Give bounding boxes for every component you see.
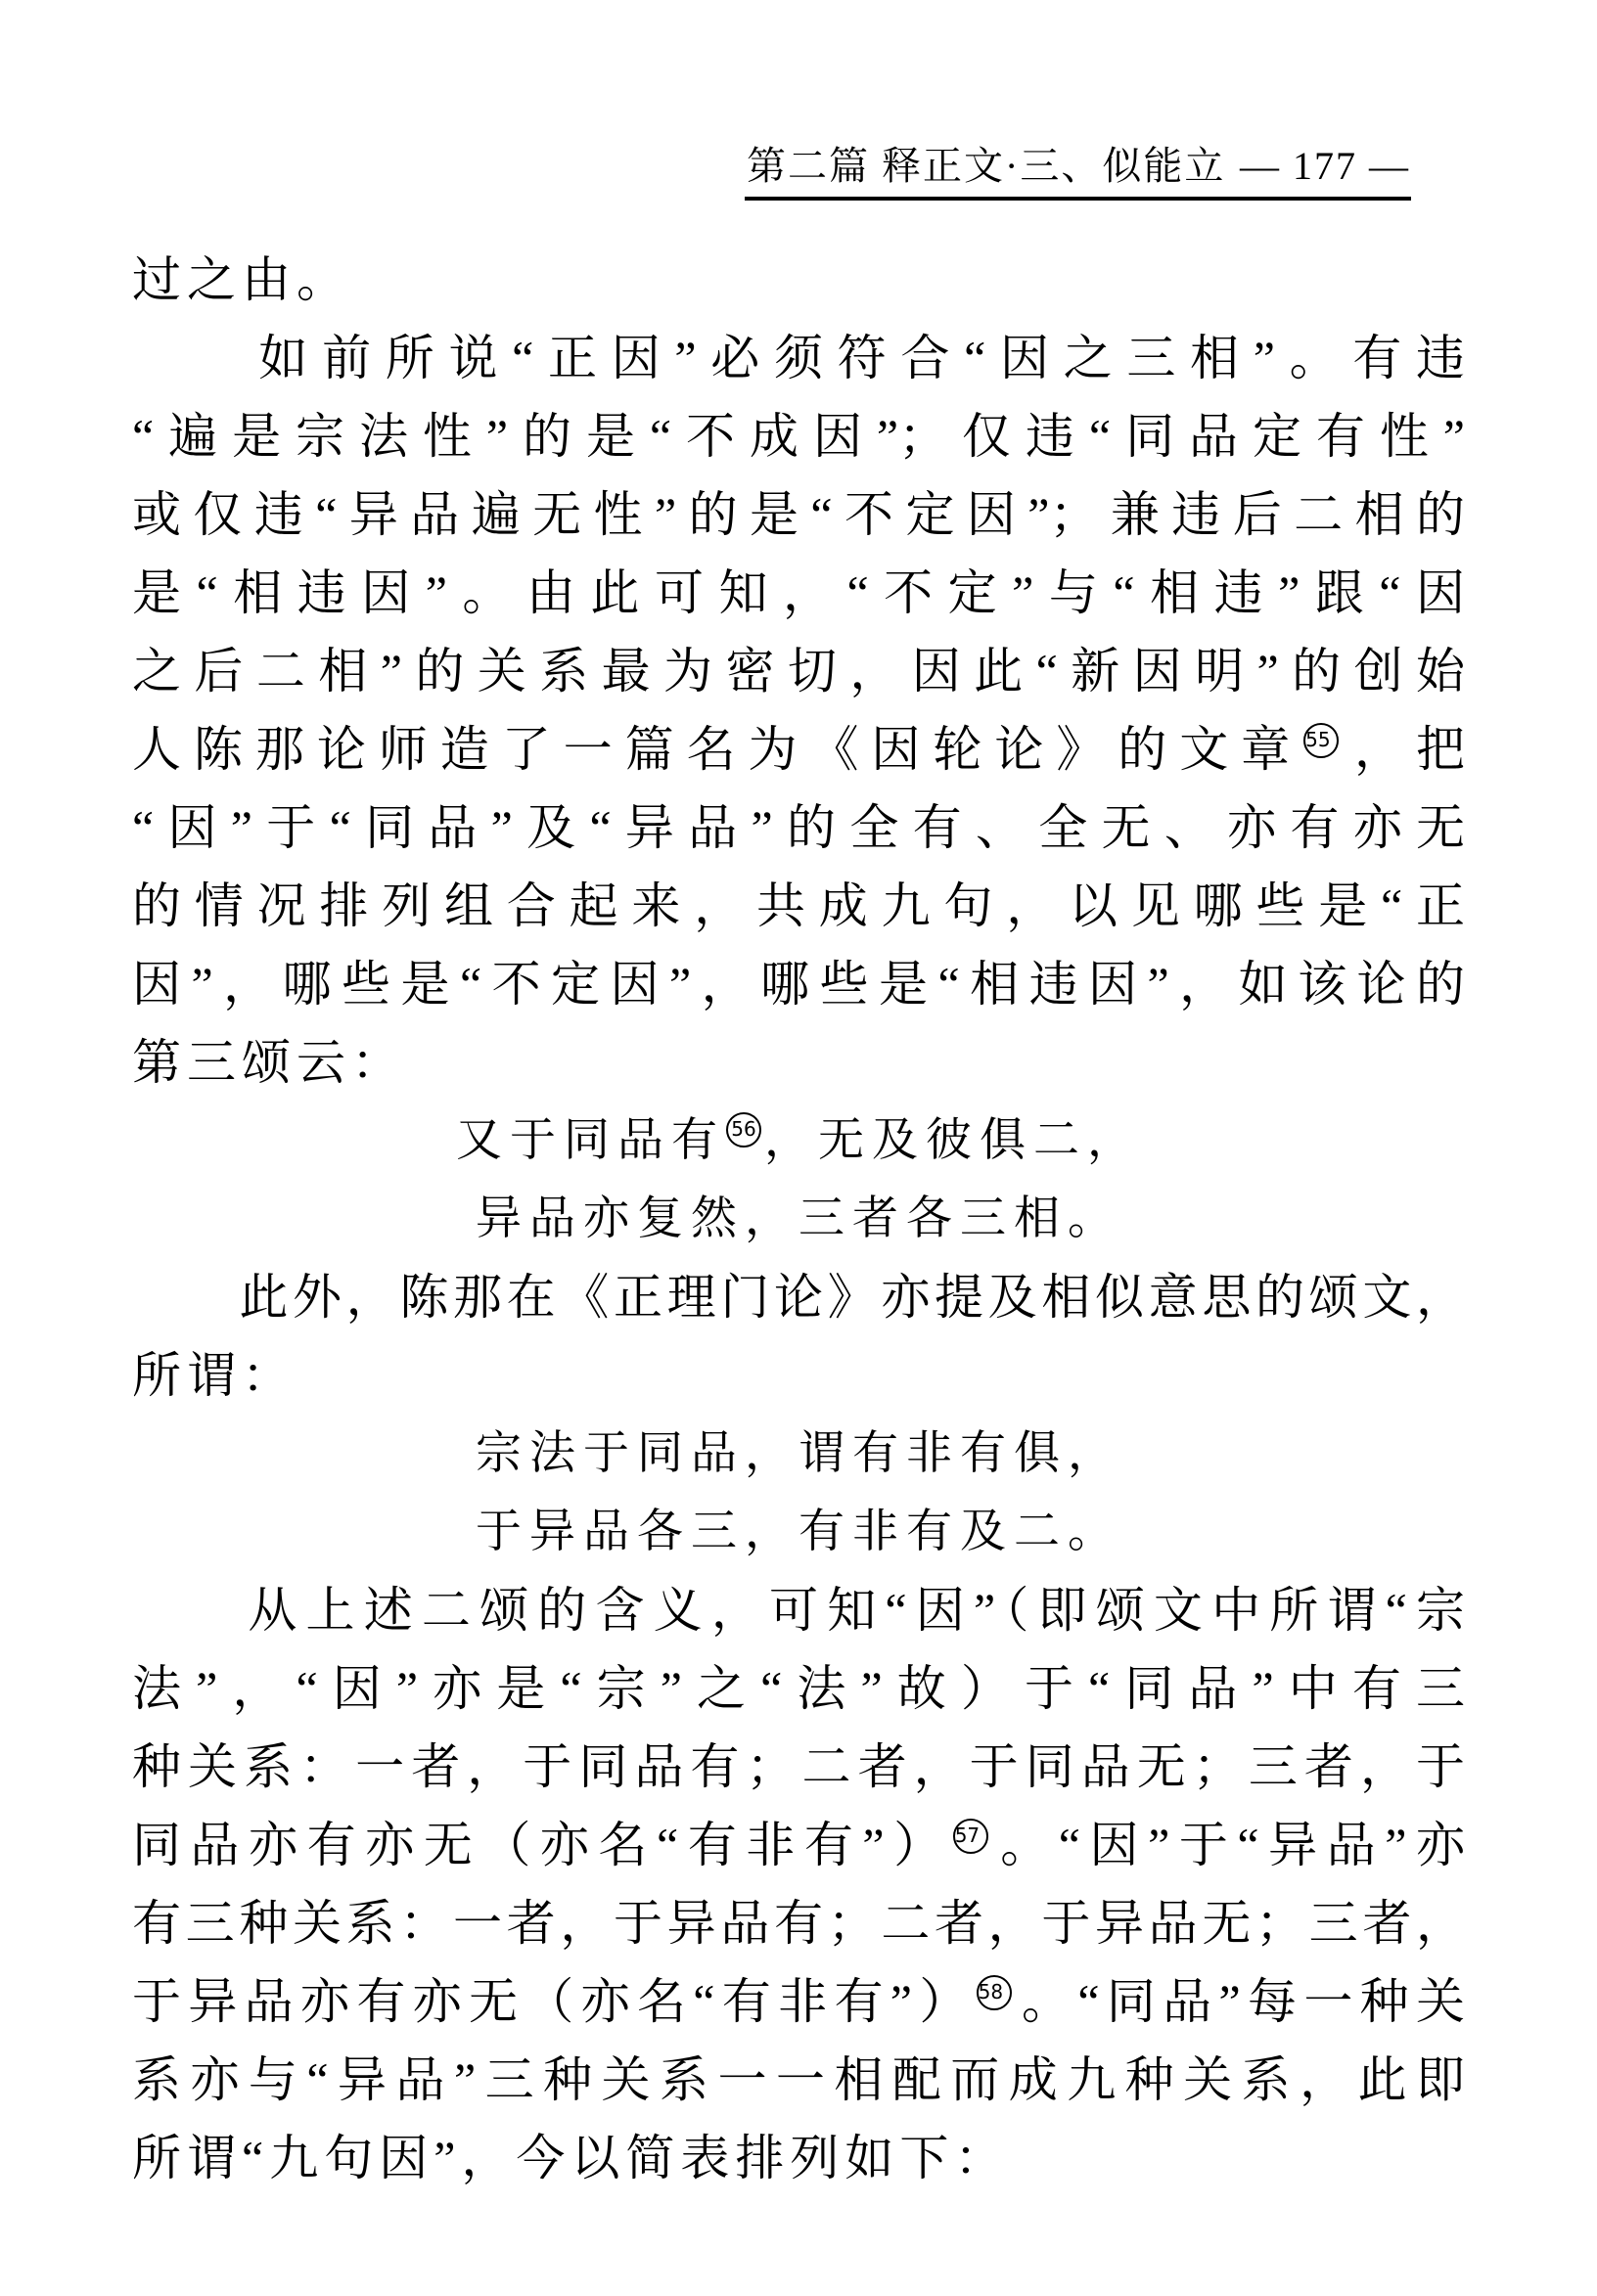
text-run: 法”，“因”亦是“宗”之“法”故）于“同品”中有三 xyxy=(132,1661,1465,1716)
text-run: 于异品亦有亦无（亦名“有非有”） xyxy=(132,1974,976,2029)
footnote-marker: 56 xyxy=(726,1112,761,1148)
text-run: 的情况排列组合起来，共成九句，以见哪些是“正 xyxy=(132,878,1465,933)
text-run: 于异品各三，有非有及二。 xyxy=(476,1507,1121,1557)
text-run: 因”，哪些是“不定因”，哪些是“相违因”，如该论的 xyxy=(132,957,1465,1012)
text-line xyxy=(132,241,1465,319)
text-run: 是“相违因”。由此可知，“不定”与“相违”跟“因 xyxy=(132,565,1465,620)
text-line xyxy=(132,2119,1465,2197)
text-run: 有三种关系：一者，于异品有；二者，于异品无；三者， xyxy=(132,1896,1465,1951)
verse-line xyxy=(132,1415,1465,1493)
text-run: 。“因”于“异品”亦 xyxy=(990,1818,1465,1872)
text-line xyxy=(132,1962,1465,2041)
text-line xyxy=(132,710,1465,788)
text-run: 种关系：一者，于同品有；二者，于同品无；三者，于 xyxy=(132,1739,1465,1794)
body-text xyxy=(132,241,1465,2197)
text-line xyxy=(132,1023,1465,1102)
text-line xyxy=(132,1806,1465,1884)
text-run: 此外，陈那在《正理门论》亦提及相似意思的颂文， xyxy=(132,1270,1465,1325)
verse-line xyxy=(132,1180,1465,1258)
text-line xyxy=(132,1728,1465,1806)
verse-line xyxy=(132,1493,1465,1571)
text-run: 异品亦复然，三者各三相。 xyxy=(476,1193,1121,1244)
running-head-section-title: 第二篇 释正文·三、似能立 xyxy=(747,144,1226,188)
footnote-marker: 58 xyxy=(977,1975,1012,2010)
text-line xyxy=(132,2041,1465,2119)
text-line xyxy=(132,1571,1465,1649)
text-run: 同品亦有亦无（亦名“有非有”） xyxy=(132,1818,952,1872)
text-line xyxy=(132,1649,1465,1728)
text-line xyxy=(132,475,1465,554)
text-run: 所谓“九句因”，今以简表排列如下： xyxy=(132,2131,1010,2185)
text-run: 人陈那论师造了一篇名为《因轮论》的文章 xyxy=(132,722,1303,777)
text-run: 所谓： xyxy=(132,1348,297,1403)
text-line xyxy=(132,632,1465,710)
text-line xyxy=(132,788,1465,867)
text-line xyxy=(132,1336,1465,1415)
running-head-rule xyxy=(745,197,1411,201)
text-run: ，把 xyxy=(1342,722,1466,777)
footnote-marker: 57 xyxy=(953,1819,988,1854)
text-line xyxy=(132,319,1465,397)
text-run: 第三颂云： xyxy=(132,1035,406,1090)
running-head-page-number: — 177 — xyxy=(1240,144,1410,188)
text-run: 。“同品”每一种关 xyxy=(1014,1974,1465,2029)
text-run: “遍是宗法性”的是“不成因”；仅违“同品定有性” xyxy=(132,409,1465,464)
text-run: 从上述二颂的含义，可知“因”（即颂文中所谓“宗 xyxy=(132,1583,1465,1638)
text-run: 系亦与“异品”三种关系一一相配而成九种关系，此即 xyxy=(132,2052,1465,2107)
text-line xyxy=(132,945,1465,1023)
text-run: 或仅违“异品遍无性”的是“不定因”；兼违后二相的 xyxy=(132,487,1465,542)
text-run: “因”于“同品”及“异品”的全有、全无、亦有亦无 xyxy=(132,800,1465,855)
text-line xyxy=(132,554,1465,632)
text-run: 之后二相”的关系最为密切，因此“新因明”的创始 xyxy=(132,644,1465,698)
running-head xyxy=(747,143,1410,190)
text-run: 宗法于同品，谓有非有俱， xyxy=(476,1428,1121,1479)
text-line xyxy=(132,867,1465,945)
text-line xyxy=(132,397,1465,475)
text-run: 过之由。 xyxy=(132,252,351,307)
footnote-marker: 55 xyxy=(1303,723,1339,758)
text-line xyxy=(132,1884,1465,1962)
text-line xyxy=(132,1258,1465,1336)
verse-line xyxy=(132,1102,1465,1180)
text-run: ，无及彼俱二， xyxy=(764,1115,1141,1166)
text-run: 如前所说“正因”必须符合“因之三相”。有违 xyxy=(132,331,1465,385)
text-run: 又于同品有 xyxy=(456,1115,725,1166)
